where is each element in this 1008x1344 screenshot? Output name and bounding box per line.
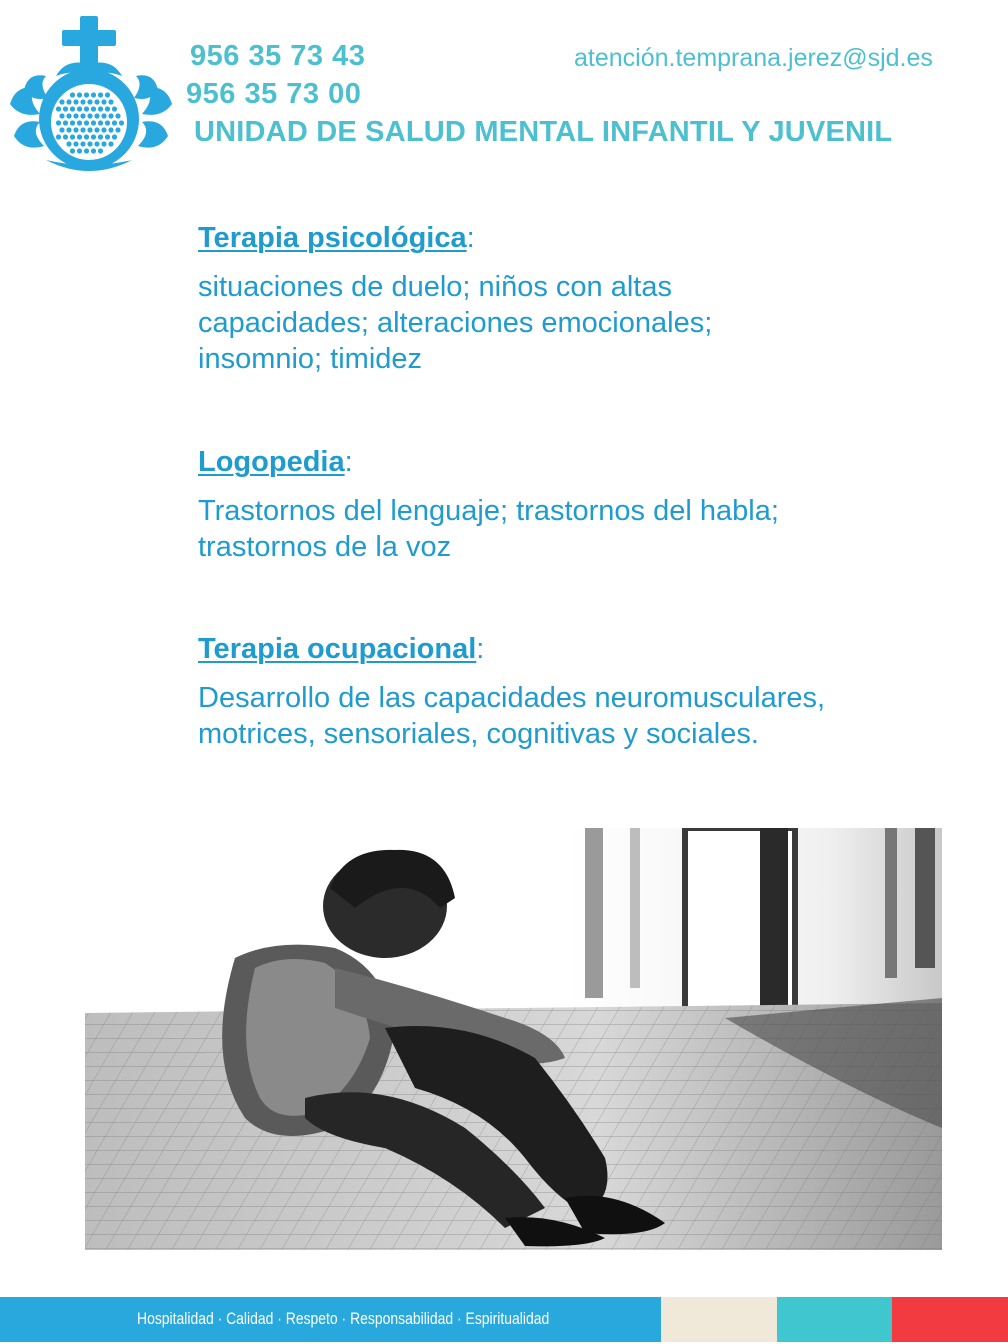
logo-seed [59,113,64,118]
logo-seed [101,127,106,132]
section-heading [198,222,838,255]
logo-seed [63,120,68,125]
section-title: Terapia psicológica [198,222,467,254]
logo-seed [56,120,61,125]
footer-teal-band [777,1297,892,1342]
logo-seed [94,113,99,118]
logo-seed [70,134,75,139]
section-colon: : [344,446,353,478]
logo-seed [80,127,85,132]
section-title: Logopedia [198,446,345,478]
logo-seed [77,120,82,125]
logo-seed [80,141,85,146]
logo-seed [108,99,113,104]
logo-seed [105,120,110,125]
logo-seed [105,106,110,111]
logo-seed [101,113,106,118]
logo-seed [77,106,82,111]
logo-seed [84,148,89,153]
logo-seed [87,99,92,104]
footer-bar [0,1297,1008,1342]
logo-seed [94,99,99,104]
logo-seed [112,106,117,111]
logo-seed [56,106,61,111]
section-body: situaciones de duelo; niños con altas capacidades; alteraciones emocionales; insomnio; timidez [198,271,713,375]
logo-seed [80,99,85,104]
section-terapia-psicologica [198,222,838,377]
logo-seed [87,127,92,132]
logo-seed [98,106,103,111]
section-heading [198,446,838,479]
logo-seed [119,120,124,125]
section-terapia-ocupacional [198,633,838,752]
logo-seed [91,106,96,111]
logo-seed [66,99,71,104]
logo-seed [112,120,117,125]
logo-seed [73,141,78,146]
logo-seed [84,106,89,111]
logo-seed [115,113,120,118]
unit-name: UNIDAD DE SALUD MENTAL INFANTIL Y JUVENIL [194,116,893,148]
logo-seed [108,141,113,146]
sad-boy-sitting-photo [85,828,942,1250]
section-colon: : [476,633,485,665]
logo-seed [77,134,82,139]
section-logopedia [198,446,838,565]
email-address[interactable]: atención.temprana.jerez@sjd.es [574,44,933,72]
logo-seed [70,148,75,153]
logo-seed [70,120,75,125]
logo-seed [70,92,75,97]
logo-seed [77,148,82,153]
section-heading [198,633,838,666]
logo-seed [112,134,117,139]
logo-seed [66,113,71,118]
logo-seed [98,148,103,153]
phone-number-1: 956 35 73 43 [190,40,366,72]
logo-seed [98,134,103,139]
logo-seed [84,92,89,97]
logo-seed [70,106,75,111]
footer-motto: Hospitalidad · Calidad · Respeto · Responsabilidad · Espiritualidad [137,1309,550,1328]
logo-seed [94,127,99,132]
section-colon: : [466,222,475,254]
logo-seed [91,134,96,139]
logo-seed [87,141,92,146]
logo-seed [77,92,82,97]
logo-seed [105,92,110,97]
logo-seed [63,106,68,111]
logo-seed [66,127,71,132]
logo-seed [98,92,103,97]
logo-seed [94,141,99,146]
section-title: Terapia ocupacional [198,633,477,665]
logo-seed [66,141,71,146]
logo-seed [73,127,78,132]
logo-seed [101,141,106,146]
logo-seed [108,113,113,118]
logo-seed [105,134,110,139]
section-body: Trastornos del lenguaje; trastornos del habla; trastornos de la voz [198,495,779,563]
section-body: Desarrollo de las capacidades neuromusculares, motrices, sensoriales, cognitivas y sociales. [198,682,826,750]
logo-seed [59,127,64,132]
logo-seed [101,99,106,104]
logo-seed [87,113,92,118]
logo-seed [63,134,68,139]
logo-seed [73,99,78,104]
footer-blue-band [0,1297,661,1342]
logo-seed [80,113,85,118]
logo-seed [108,127,113,132]
logo-seed [91,148,96,153]
logo-seed [73,113,78,118]
logo-seed [115,127,120,132]
logo-seed [98,120,103,125]
footer-red-band [892,1297,1008,1342]
logo-seed [91,92,96,97]
logo-seed [84,134,89,139]
footer-beige-band [661,1297,777,1342]
logo-seed [56,134,61,139]
logo-seed [91,120,96,125]
phone-number-2: 956 35 73 00 [186,78,362,110]
logo-seed [59,99,64,104]
logo-seed [84,120,89,125]
pomegranate-cross-logo [6,14,176,174]
